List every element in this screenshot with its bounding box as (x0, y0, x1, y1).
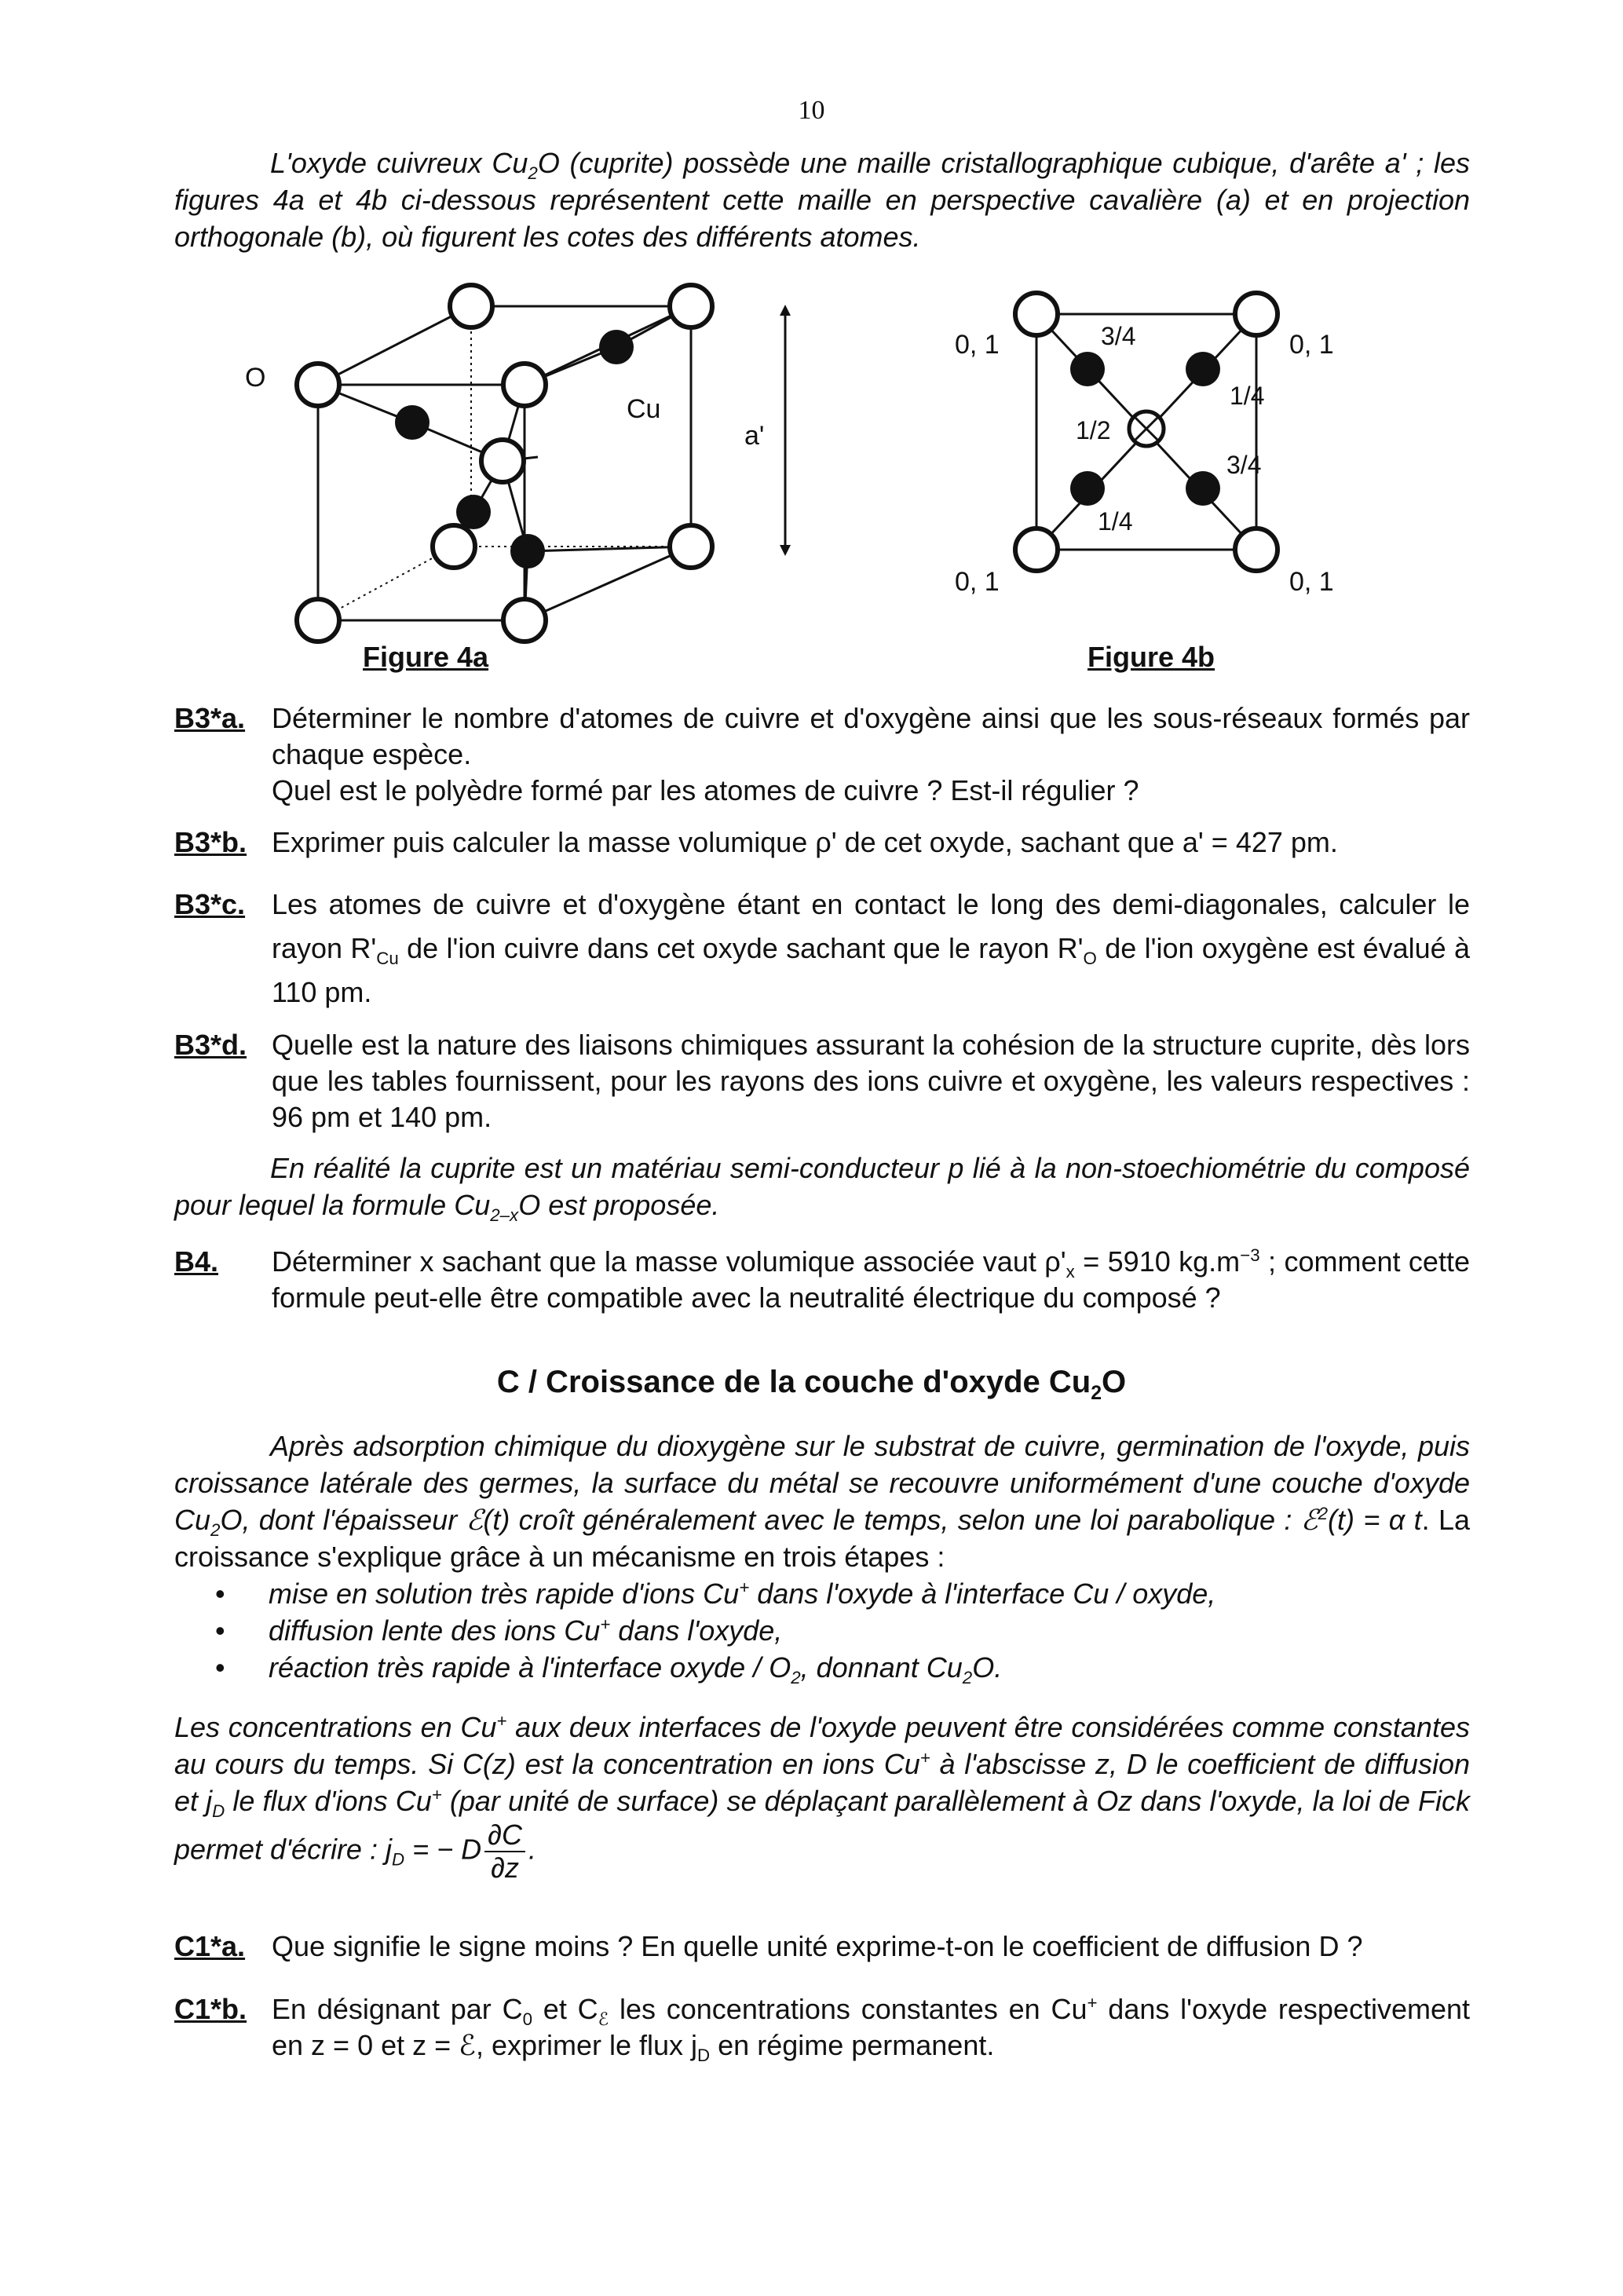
center-oxygen-atom (1129, 411, 1164, 446)
oxygen-atom (450, 285, 492, 327)
copper-atom (1186, 352, 1220, 386)
oxygen-atom (1015, 528, 1058, 571)
copper-atom (510, 534, 545, 569)
question-label: C1*a. (174, 1930, 246, 1962)
question-c1b: C1*b. En désignant par $C_0$ et $C_ℰ$ les concentrations constantes en Cu+ dans l'oxyde respectivement en z = 0 et z = ℰ, exprimer le flux $j_D$ en régime permanent. (174, 1993, 1471, 2066)
copper-atom (1070, 471, 1105, 506)
question-label: B3*d. (174, 1029, 247, 1061)
question-b3b: B3*b. Exprimer puis calculer la masse volumique ρ' de cet oxyde, sachant que a' = 427 pm. (174, 824, 1470, 861)
oxygen-atom (433, 525, 475, 568)
oxygen-atom (1235, 528, 1278, 571)
question-label: B3*a. (174, 702, 246, 734)
cote-right-lower: 3/4 (1226, 451, 1262, 479)
figure-4a-caption: Figure 4a (363, 641, 489, 673)
copper-atom (1186, 471, 1220, 506)
question-c1a: C1*a. Que signifie le signe moins ? En quelle unité exprime-t-on le coefficient de diffusion D ? (174, 1929, 1470, 1965)
section-c-paragraph-1: Après adsorption chimique du dioxygène sur le substrat de cuivre, germination de l'oxyde, puis croissance latérale des germes, la surface du métal se recouvre uniformément d'une couche d'oxyde $Cu_2O$, dont l'épaisseur ℰ(t) croît généralement avec le temps, selon une loi parabolique : ℰ$^2$(t) = α t. La croissance s'explique grâce à un mécanisme en trois étapes : • mise en solution très rapide d'ions Cu+ dans l'oxyde à l'interface Cu / oxyde, • diffusion lente des ions Cu+ dans l'oxyde, • réaction très rapide à l'interface oxyde / $O_2$, donnant $Cu_2O$. (174, 1428, 1470, 1686)
edge-length-arrow (773, 305, 797, 556)
corner-cote-top-left: 0, 1 (955, 330, 1000, 360)
list-item: • réaction très rapide à l'interface oxyde / $O_2$, donnant $Cu_2O$. (174, 1649, 1470, 1686)
copper-atom (395, 405, 430, 440)
copper-atom (456, 495, 491, 529)
copper-atom (599, 330, 634, 364)
oxygen-atom (297, 364, 339, 406)
cote-top: 3/4 (1101, 322, 1136, 350)
oxygen-atom (503, 599, 546, 642)
label-o: O (245, 363, 266, 393)
oxygen-atom (670, 525, 712, 568)
oxygen-atoms (297, 285, 712, 642)
question-label: B4. (174, 1245, 219, 1278)
label-cu: Cu (627, 394, 661, 424)
figure-4b-caption: Figure 4b (1087, 641, 1215, 673)
mechanism-steps (174, 1575, 1470, 1686)
corner-cote-top-right: 0, 1 (1289, 330, 1334, 360)
intro-paragraph: L'oxyde cuivreux $Cu_2O$ (cuprite) possède une maille cristallographique cubique, d'arête a' ; les figures 4a et 4b ci-dessous représentent cette maille en perspective cavalière (a) et en projection orthogonale (b), où figurent les cotes des différents atomes. (174, 147, 1470, 253)
oxygen-atom (481, 440, 524, 482)
cote-right-upper: 1/4 (1230, 382, 1265, 410)
figure-4b-diagram (989, 283, 1319, 612)
question-label: B3*b. (174, 826, 247, 858)
cote-center: 1/2 (1076, 416, 1111, 444)
fick-fraction: $\frac{\partial C}{\partial z}$ (484, 1819, 525, 1884)
oxygen-atom (503, 364, 546, 406)
reality-paragraph: En réalité la cuprite est un matériau semi-conducteur p lié à la non-stoechiométrie du composé pour lequel la formule $Cu_{2-x}O$ est proposée. (174, 1152, 1470, 1226)
question-b3a: B3*a. Déterminer le nombre d'atomes de cuivre et d'oxygène ainsi que les sous-réseaux formés par chaque espèce. Quel est le polyèdre formé par les atomes de cuivre ? Est-il régulier ? (174, 702, 1470, 806)
copper-atom (1070, 352, 1105, 386)
oxygen-atom (670, 285, 712, 327)
label-edge: a' (744, 421, 765, 451)
figure-4a-diagram (283, 283, 817, 660)
question-label: B3*c. (174, 888, 246, 920)
list-item: • mise en solution très rapide d'ions Cu+ dans l'oxyde à l'interface Cu / oxyde, (174, 1575, 1470, 1612)
oxygen-atom (1015, 293, 1058, 335)
question-label: C1*b. (174, 1993, 247, 2025)
cote-bottom: 1/4 (1098, 507, 1133, 536)
question-b3c: B3*c. Les atomes de cuivre et d'oxygène étant en contact le long des demi-diagonales, calculer le rayon $R'_{Cu}$ de l'ion cuivre dans cet oxyde sachant que le rayon $R'_O$ de l'ion oxygène est évalué à 110 pm. (174, 883, 1470, 1015)
list-item: • diffusion lente des ions Cu+ dans l'oxyde, (174, 1612, 1470, 1649)
page-number: 10 (798, 96, 825, 125)
question-b4: B4. Déterminer x sachant que la masse volumique associée vaut $\rho'_x = 5910$ $kg.m^{-3}$ ; comment cette formule peut-elle être compatible avec la neutralité électrique du composé ? (174, 1245, 1470, 1314)
corner-cote-bottom-left: 0, 1 (955, 567, 1000, 597)
oxygen-atom (1235, 293, 1278, 335)
corner-cote-bottom-right: 0, 1 (1289, 567, 1334, 597)
section-c-paragraph-2: Les concentrations en Cu+ aux deux interfaces de l'oxyde peuvent être considérées comme constantes au cours du temps. Si C(z) est la concentration en ions Cu+ à l'abscisse z, D le coefficient de diffusion et $j_D$ le flux d'ions Cu+ (par unité de surface) se déplaçant parallèlement à Oz dans l'oxyde, la loi de Fick permet d'écrire : $j_D$ = − D $\frac{\partial C}{\partial z}$ . (174, 1711, 1470, 1884)
question-b3d: B3*d. Quelle est la nature des liaisons chimiques assurant la cohésion de la structure cuprite, dès lors que les tables fournissent, pour les rayons des ions cuivre et oxygène, les valeurs respectives : 96 pm et 140 pm. (174, 1029, 1470, 1133)
oxygen-atom (297, 599, 339, 642)
section-c-title: C / Croissance de la couche d'oxyde $Cu_2O$ (496, 1365, 1127, 1404)
